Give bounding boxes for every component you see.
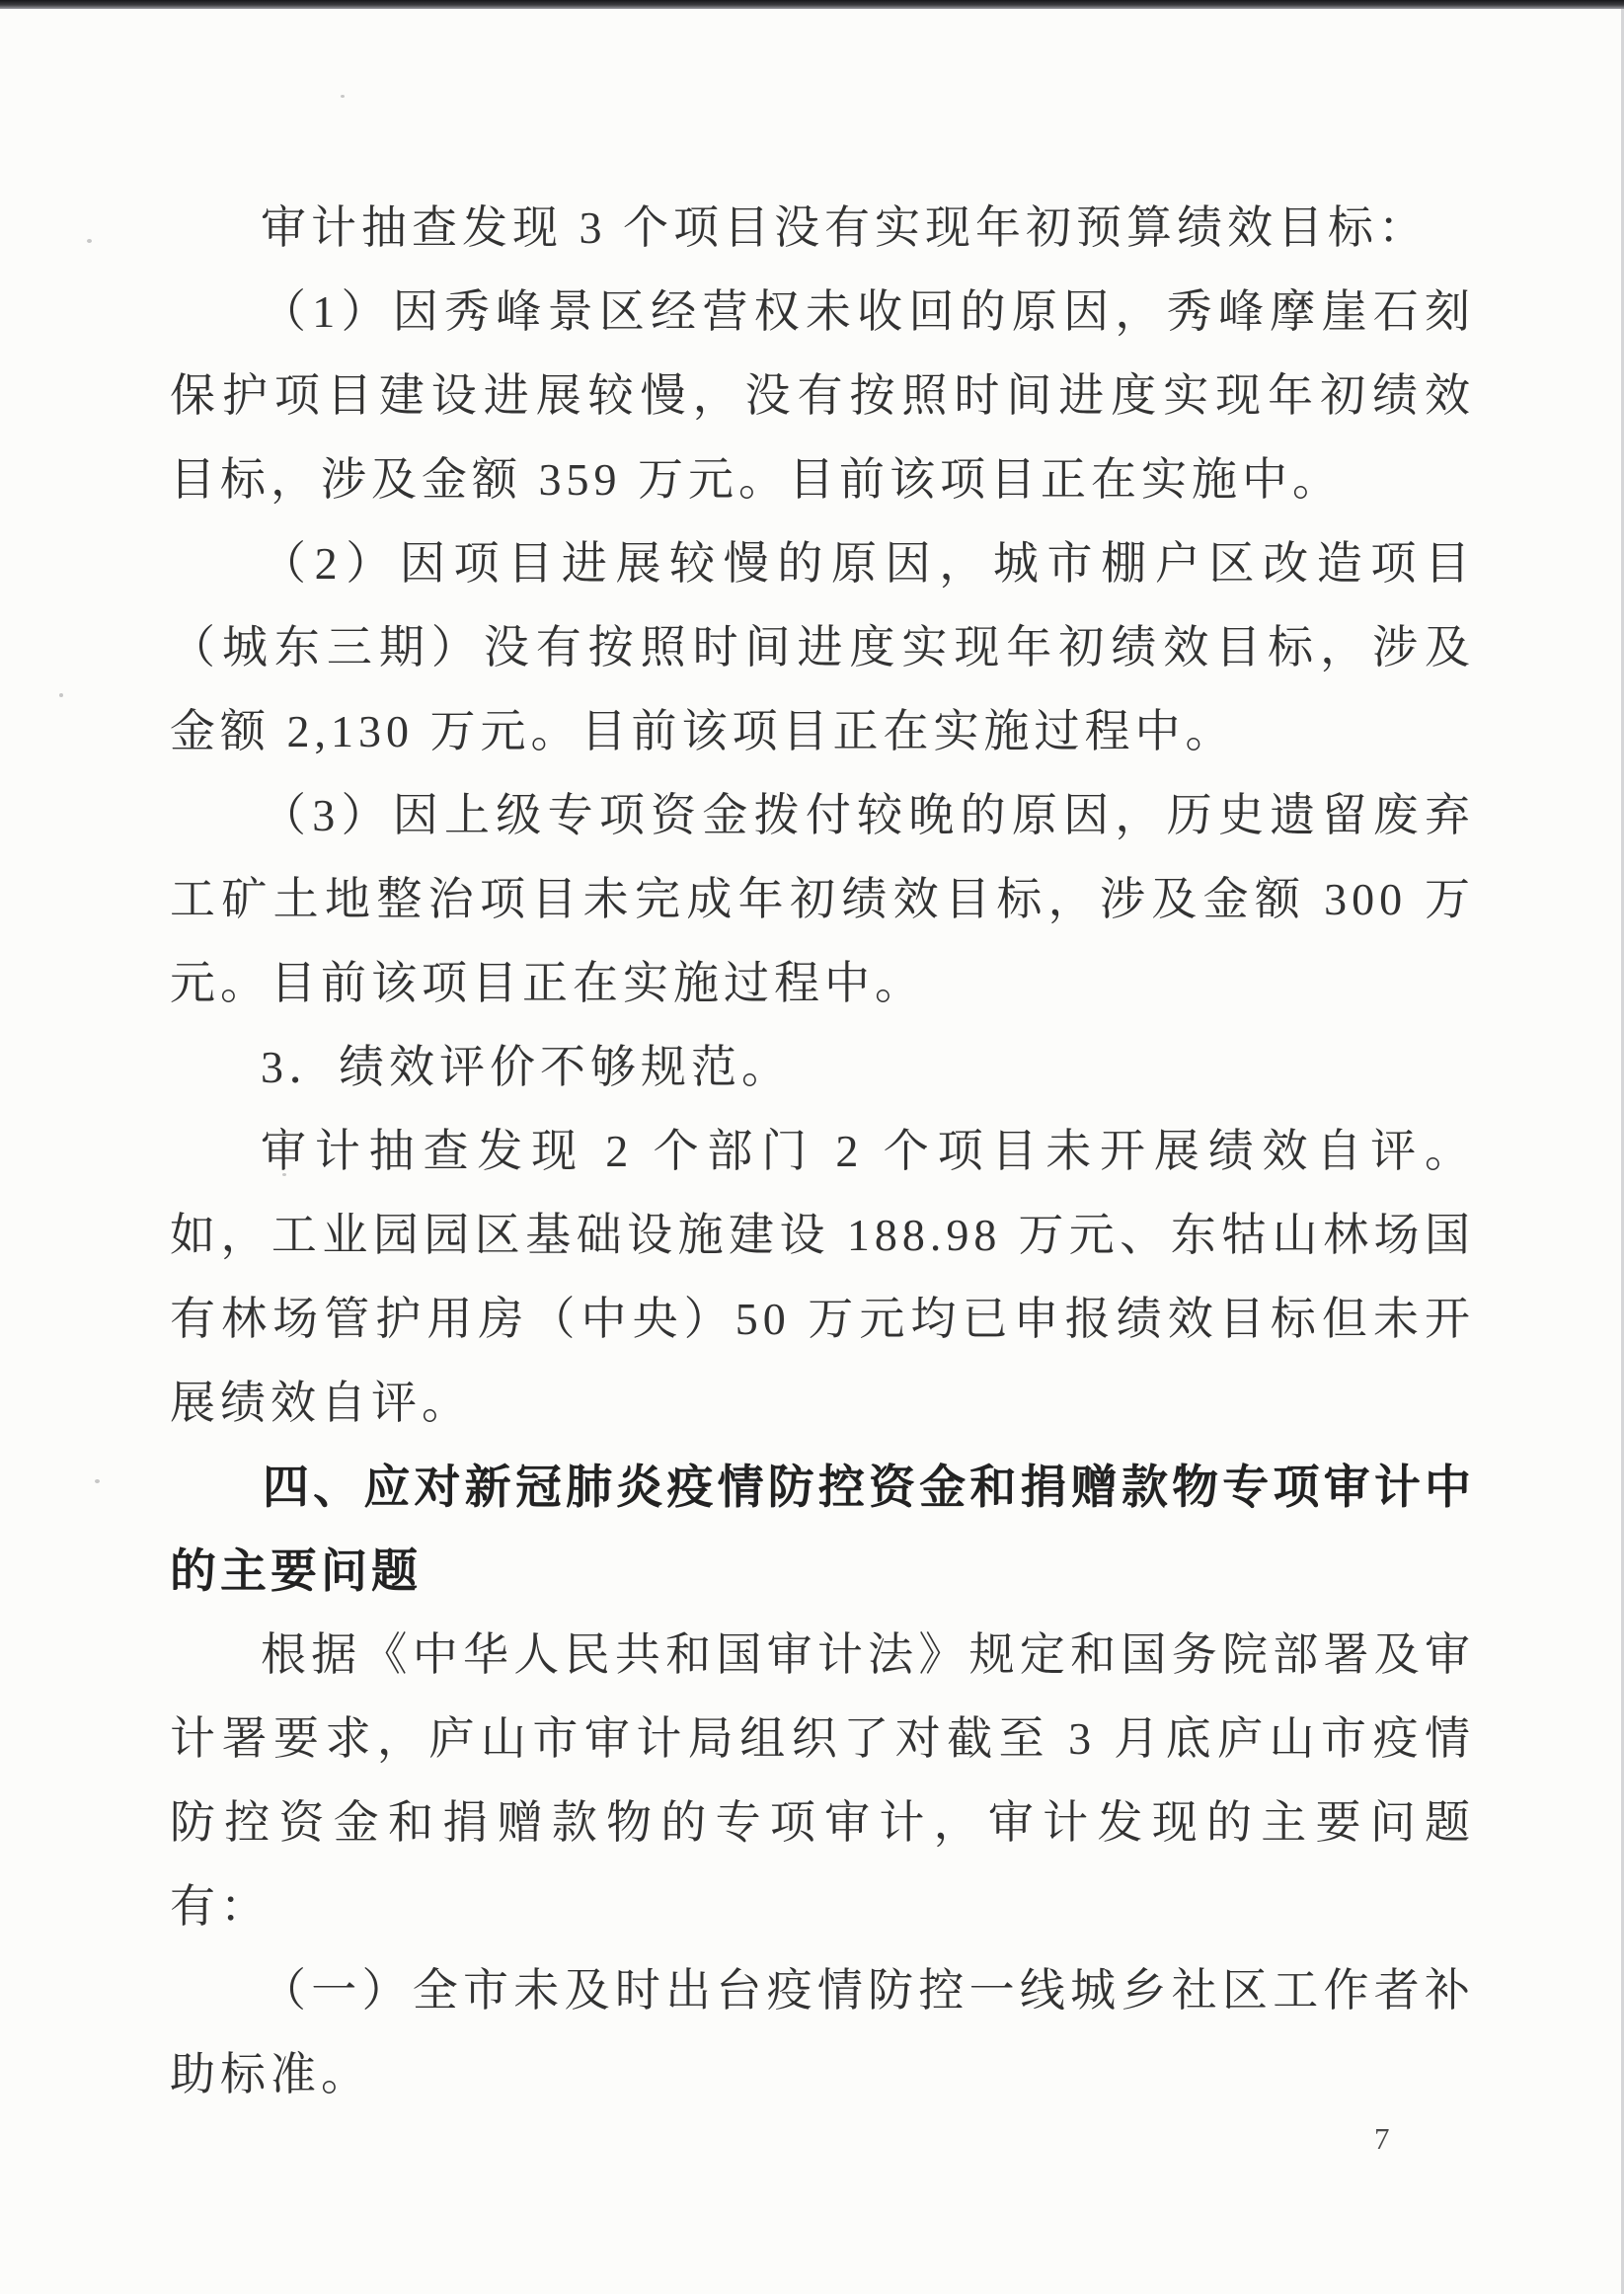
paragraph-item-3-mining-land-project: （3）因上级专项资金拨付较晚的原因，历史遗留废弃工矿土地整治项目未完成年初绩效目标，涉及金额 300 万元。目前该项目正在实施过程中。 (170, 790, 1475, 1008)
document-body (170, 186, 1475, 2116)
paragraph-item-1-xiufeng-project: （1）因秀峰景区经营权未收回的原因，秀峰摩崖石刻保护项目建设进展较慢，没有按照时间进度实现年初绩效目标，涉及金额 359 万元。目前该项目正在实施中。 (170, 286, 1475, 505)
section-heading-covid-audit: 四、应对新冠肺炎疫情防控资金和捐赠款物专项审计中的主要问题 (170, 1461, 1475, 1597)
paragraph-self-evaluation-missing: 审计抽查发现 2 个部门 2 个项目未开展绩效自评。如，工业园园区基础设施建设 188.98 万元、东牯山林场国有林场管护用房（中央）50 万元均已申报绩效目标但未开展绩效自评。 (170, 1126, 1475, 1428)
page-number: 7 (1374, 2121, 1390, 2156)
scan-top-edge-artifact (0, 0, 1624, 9)
scan-speck (87, 239, 92, 243)
paragraph-covid-audit-basis: 根据《中华人民共和国审计法》规定和国务院部署及审计署要求，庐山市审计局组织了对截至 3 月底庐山市疫情防控资金和捐赠款物的专项审计，审计发现的主要问题有： (170, 1629, 1475, 1932)
paragraph-item-2-shantytown-project: （2）因项目进展较慢的原因，城市棚户区改造项目（城东三期）没有按照时间进度实现年初绩效目标，涉及金额 2,130 万元。目前该项目正在实施过程中。 (170, 538, 1475, 756)
scan-speck (59, 693, 63, 697)
scan-speck (95, 1479, 100, 1483)
paragraph-performance-targets-intro: 审计抽查发现 3 个项目没有实现年初预算绩效目标： (261, 202, 1429, 253)
paragraph-subitem-1-subsidy-standard: （一）全市未及时出台疫情防控一线城乡社区工作者补助标准。 (170, 1965, 1475, 2099)
paragraph-evaluation-not-standard: 3．绩效评价不够规范。 (261, 1042, 792, 1092)
scan-speck (341, 95, 345, 98)
